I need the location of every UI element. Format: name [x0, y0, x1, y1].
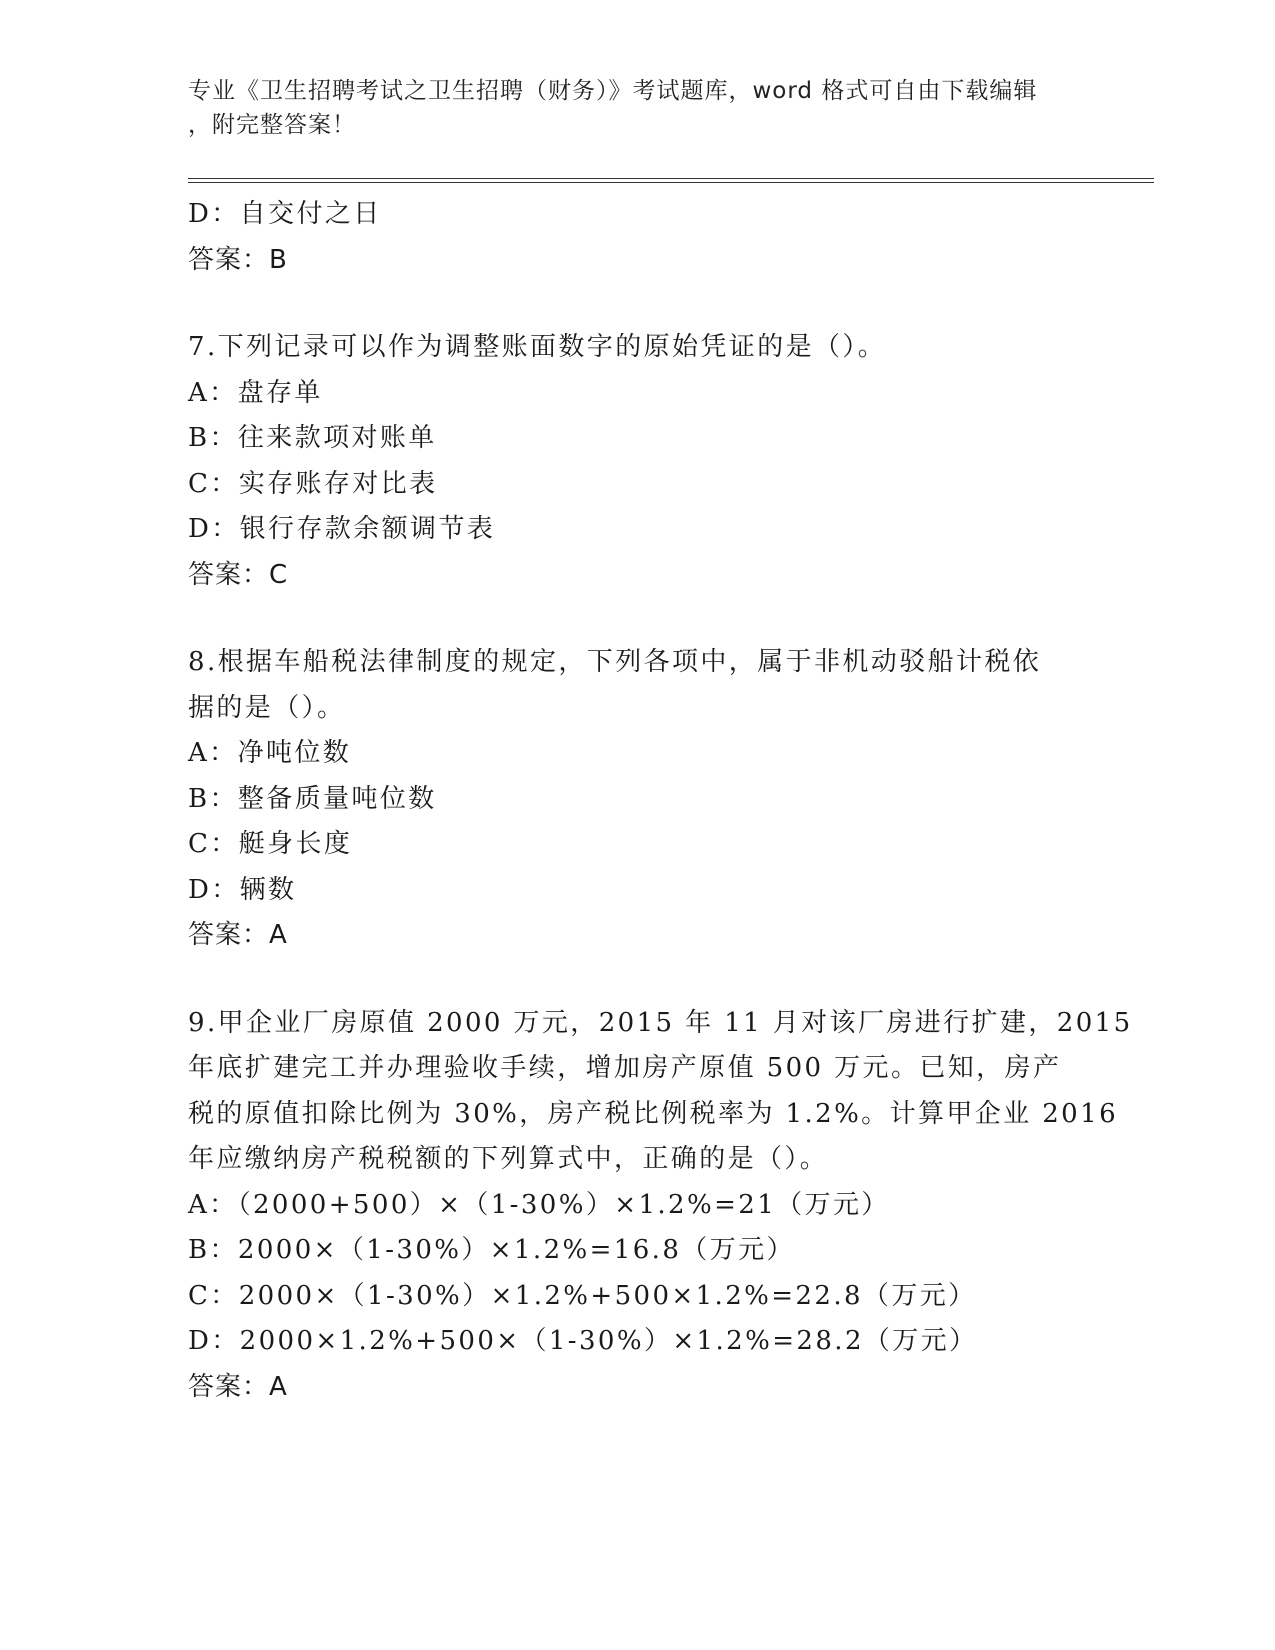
spacer — [188, 283, 1088, 325]
option-c: C：2000×（1-30%）×1.2%+500×1.2%=22.8（万元） — [188, 1280, 977, 1311]
question-stem-line-2: 年底扩建完工并办理验收手续，增加房产原值 500 万元。已知，房产 — [188, 1053, 1062, 1083]
option-d: D：银行存款余额调节表 — [188, 514, 496, 544]
header-divider-top — [188, 178, 1154, 179]
answer: 答案：A — [188, 920, 288, 950]
question-stem-line-1: 9.甲企业厂房原值 2000 万元，2015 年 11 月对该厂房进行扩建，2015 — [188, 1007, 1133, 1038]
option-c: C：艇身长度 — [188, 829, 353, 859]
option-a: A：盘存单 — [188, 377, 323, 408]
question-stem-line-4: 年应缴纳房产税税额的下列算式中，正确的是（）。 — [188, 1144, 829, 1174]
spacer — [188, 598, 1088, 640]
question-7 — [188, 325, 1088, 598]
answer: 答案：B — [188, 244, 288, 275]
option-a: A：（2000+500）×（1-30%）×1.2%=21（万元） — [188, 1189, 890, 1220]
answer: 答案：C — [188, 559, 289, 590]
option-b: B：往来款项对账单 — [188, 423, 437, 453]
option-b: B：整备质量吨位数 — [188, 783, 437, 814]
document-header — [188, 74, 1068, 142]
question-6-tail — [188, 192, 1088, 283]
option-d: D：2000×1.2%+500×（1-30%）×1.2%=28.2（万元） — [188, 1326, 978, 1356]
document-body — [188, 192, 1133, 1410]
question-stem: 7.下列记录可以作为调整账面数字的原始凭证的是（）。 — [188, 332, 887, 362]
question-stem-line-2: 据的是（）。 — [188, 692, 346, 723]
option-d: D：自交付之日 — [188, 199, 382, 229]
option-a: A：净吨位数 — [188, 738, 352, 768]
question-9 — [188, 1001, 1133, 1411]
option-b: B：2000×（1-30%）×1.2%=16.8（万元） — [188, 1235, 795, 1265]
header-line-1: 专业《卫生招聘考试之卫生招聘（财务）》考试题库，word 格式可自由下载编辑 — [188, 78, 1038, 104]
option-c: C：实存账存对比表 — [188, 468, 438, 499]
question-stem-line-3: 税的原值扣除比例为 30%，房产税比例税率为 1.2%。计算甲企业 2016 — [188, 1098, 1119, 1129]
question-8 — [188, 640, 1088, 959]
header-divider-bottom — [188, 182, 1154, 183]
header-line-2: ，附完整答案！ — [188, 112, 356, 138]
spacer — [188, 959, 1088, 1001]
answer: 答案：A — [188, 1371, 288, 1402]
option-d: D：辆数 — [188, 874, 297, 905]
question-stem-line-1: 8.根据车船税法律制度的规定，下列各项中，属于非机动驳船计税依 — [188, 647, 1042, 677]
